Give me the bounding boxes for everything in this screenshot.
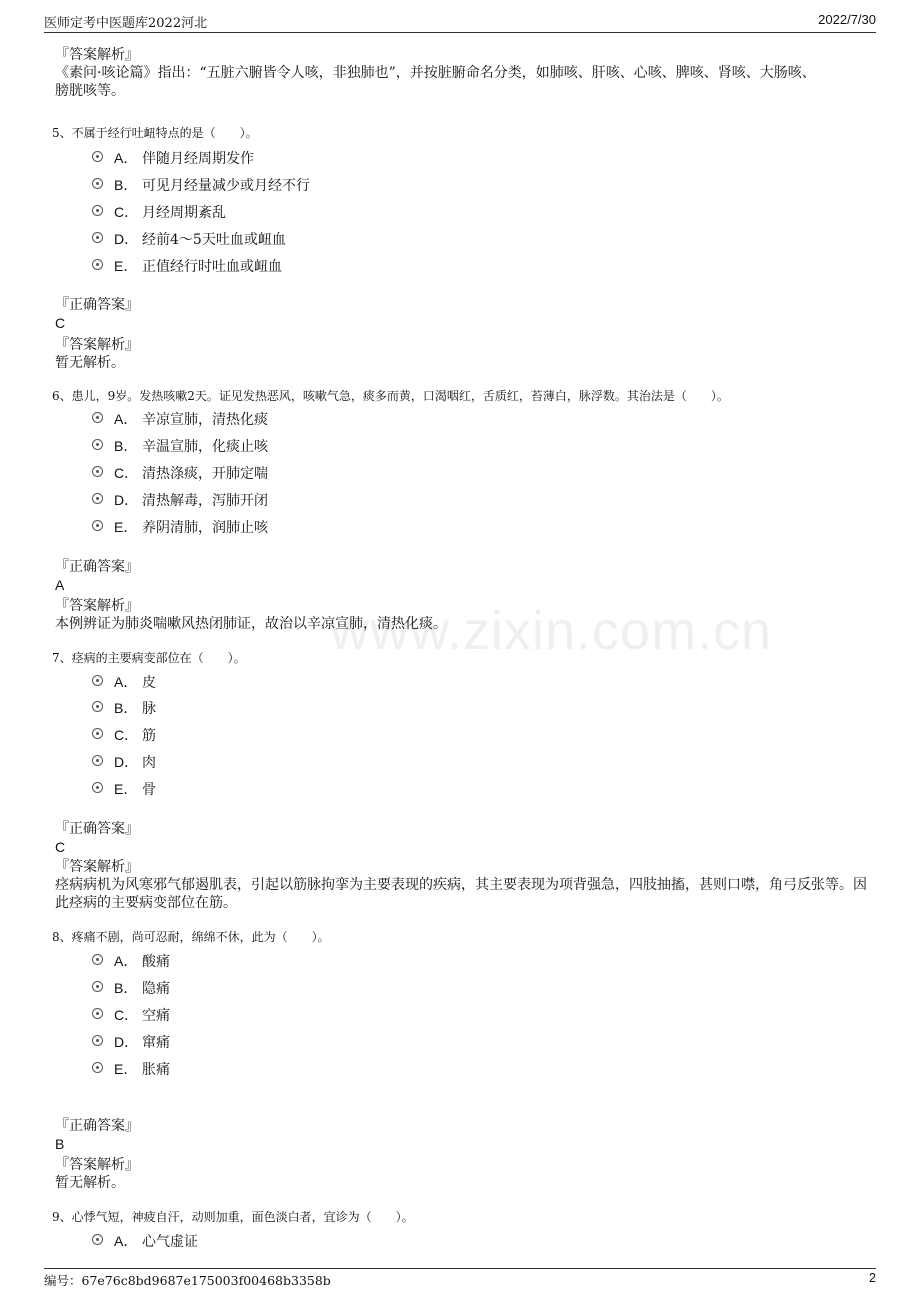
option-text: 心气虚证 — [142, 1234, 198, 1250]
analysis-text: 《素问·咳论篇》指出：“五脏六腑皆令人咳，非独肺也”，并按脏腑命名分类，如肺咳、肝咳、心咳、脾咳、肾咳、大肠咳、 — [55, 65, 816, 81]
correct-answer: B — [55, 1136, 65, 1152]
option-letter: D． — [114, 492, 139, 508]
header-date: 2022/7/30 — [818, 12, 876, 27]
question-stem: 5、不属于经行吐衄特点的是（ ）。 — [52, 126, 258, 140]
analysis-label: 『答案解析』 — [55, 859, 139, 875]
option-letter: E． — [114, 781, 138, 797]
option-text: 养阴清肺，润肺止咳 — [142, 520, 268, 536]
radio-icon[interactable] — [92, 205, 103, 216]
option-letter: C． — [114, 465, 139, 481]
correct-answer-label: 『正确答案』 — [55, 1118, 139, 1134]
page-header — [44, 12, 876, 32]
option-letter: A． — [114, 150, 138, 166]
correct-answer: A — [55, 577, 65, 593]
analysis-text: 痉病病机为风寒邪气郁遏肌表，引起以筋脉拘挛为主要表现的疾病，其主要表现为项背强急，四肢抽搐，甚则口噤，角弓反张等。因此痉病的主要病变部位在筋。 — [55, 877, 867, 911]
radio-icon[interactable] — [92, 151, 103, 162]
option-text: 脉 — [142, 701, 156, 717]
option-letter: B． — [114, 980, 138, 996]
radio-icon[interactable] — [92, 782, 103, 793]
analysis-text: 暂无解析。 — [55, 1175, 125, 1191]
question-stem: 8、疼痛不剧，尚可忍耐，绵绵不休，此为（ ）。 — [52, 930, 330, 944]
header-title: 医师定考中医题库2022河北 — [44, 16, 208, 31]
option-text: 骨 — [142, 782, 156, 798]
option-letter: E． — [114, 1061, 138, 1077]
option-letter: D． — [114, 231, 139, 247]
radio-icon[interactable] — [92, 520, 103, 531]
analysis-text: 膀胱咳等。 — [55, 83, 125, 99]
radio-icon[interactable] — [92, 728, 103, 739]
option-letter: C． — [114, 204, 139, 220]
analysis-label: 『答案解析』 — [55, 598, 139, 614]
radio-icon[interactable] — [92, 493, 103, 504]
analysis-label: 『答案解析』 — [55, 1157, 139, 1173]
analysis-text: 暂无解析。 — [55, 355, 125, 371]
option-letter: A． — [114, 674, 138, 690]
option-text: 可见月经量减少或月经不行 — [142, 178, 310, 194]
option-letter: C． — [114, 1007, 139, 1023]
radio-icon[interactable] — [92, 178, 103, 189]
option-text: 隐痛 — [142, 981, 170, 997]
radio-icon[interactable] — [92, 701, 103, 712]
correct-answer-label: 『正确答案』 — [55, 559, 139, 575]
option-letter: C． — [114, 727, 139, 743]
option-letter: D． — [114, 754, 139, 770]
radio-icon[interactable] — [92, 1008, 103, 1019]
option-text: 经前4～5天吐血或衄血 — [142, 232, 286, 248]
option-text: 胀痛 — [142, 1062, 170, 1078]
correct-answer-label: 『正确答案』 — [55, 821, 139, 837]
option-letter: B． — [114, 177, 138, 193]
radio-icon[interactable] — [92, 1035, 103, 1046]
option-text: 月经周期紊乱 — [142, 205, 226, 221]
analysis-text: 本例辨证为肺炎喘嗽风热闭肺证，故治以辛凉宣肺，清热化痰。 — [55, 616, 447, 632]
option-letter: A． — [114, 953, 138, 969]
option-text: 肉 — [142, 755, 156, 771]
option-letter: B． — [114, 438, 138, 454]
option-text: 皮 — [142, 675, 156, 691]
radio-icon[interactable] — [92, 981, 103, 992]
correct-answer: C — [55, 315, 66, 331]
option-text: 辛温宣肺，化痰止咳 — [142, 439, 268, 455]
header-rule — [44, 32, 876, 33]
radio-icon[interactable] — [92, 1062, 103, 1073]
radio-icon[interactable] — [92, 232, 103, 243]
radio-icon[interactable] — [92, 466, 103, 477]
option-text: 酸痛 — [142, 954, 170, 970]
option-text: 筋 — [142, 728, 156, 744]
radio-icon[interactable] — [92, 755, 103, 766]
footer-rule — [44, 1268, 876, 1269]
question-stem: 9、心悸气短，神疲自汗，动则加重，面色淡白者，宜诊为（ ）。 — [52, 1210, 414, 1224]
option-text: 清热解毒，泻肺开闭 — [142, 493, 268, 509]
option-text: 正值经行时吐血或衄血 — [142, 259, 282, 275]
option-text: 清热涤痰，开肺定喘 — [142, 466, 268, 482]
option-letter: A． — [114, 1233, 138, 1249]
page-number: 2 — [869, 1271, 876, 1285]
option-letter: E． — [114, 519, 138, 535]
radio-icon[interactable] — [92, 412, 103, 423]
option-text: 辛凉宣肺，清热化痰 — [142, 412, 268, 428]
radio-icon[interactable] — [92, 259, 103, 270]
correct-answer-label: 『正确答案』 — [55, 297, 139, 313]
option-text: 空痛 — [142, 1008, 170, 1024]
radio-icon[interactable] — [92, 1234, 103, 1245]
option-letter: E． — [114, 258, 138, 274]
radio-icon[interactable] — [92, 954, 103, 965]
option-letter: D． — [114, 1034, 139, 1050]
question-stem: 7、痉病的主要病变部位在（ ）。 — [52, 651, 246, 665]
radio-icon[interactable] — [92, 439, 103, 450]
option-letter: B． — [114, 700, 138, 716]
document-id: 编号：67e76c8bd9687e175003f00468b3358b — [44, 1273, 331, 1288]
watermark: www.zixin.com.cn — [330, 601, 773, 661]
analysis-label: 『答案解析』 — [55, 337, 139, 353]
option-letter: A． — [114, 411, 138, 427]
radio-icon[interactable] — [92, 675, 103, 686]
option-text: 窜痛 — [142, 1035, 170, 1051]
analysis-label: 『答案解析』 — [55, 47, 139, 63]
question-stem: 6、患儿，9岁。发热咳嗽2天。证见发热恶风，咳嗽气急，痰多而黄，口渴咽红，舌质红，苔薄白，脉浮数。其治法是（ ）。 — [52, 389, 729, 403]
option-text: 伴随月经周期发作 — [142, 151, 254, 167]
correct-answer: C — [55, 839, 66, 855]
